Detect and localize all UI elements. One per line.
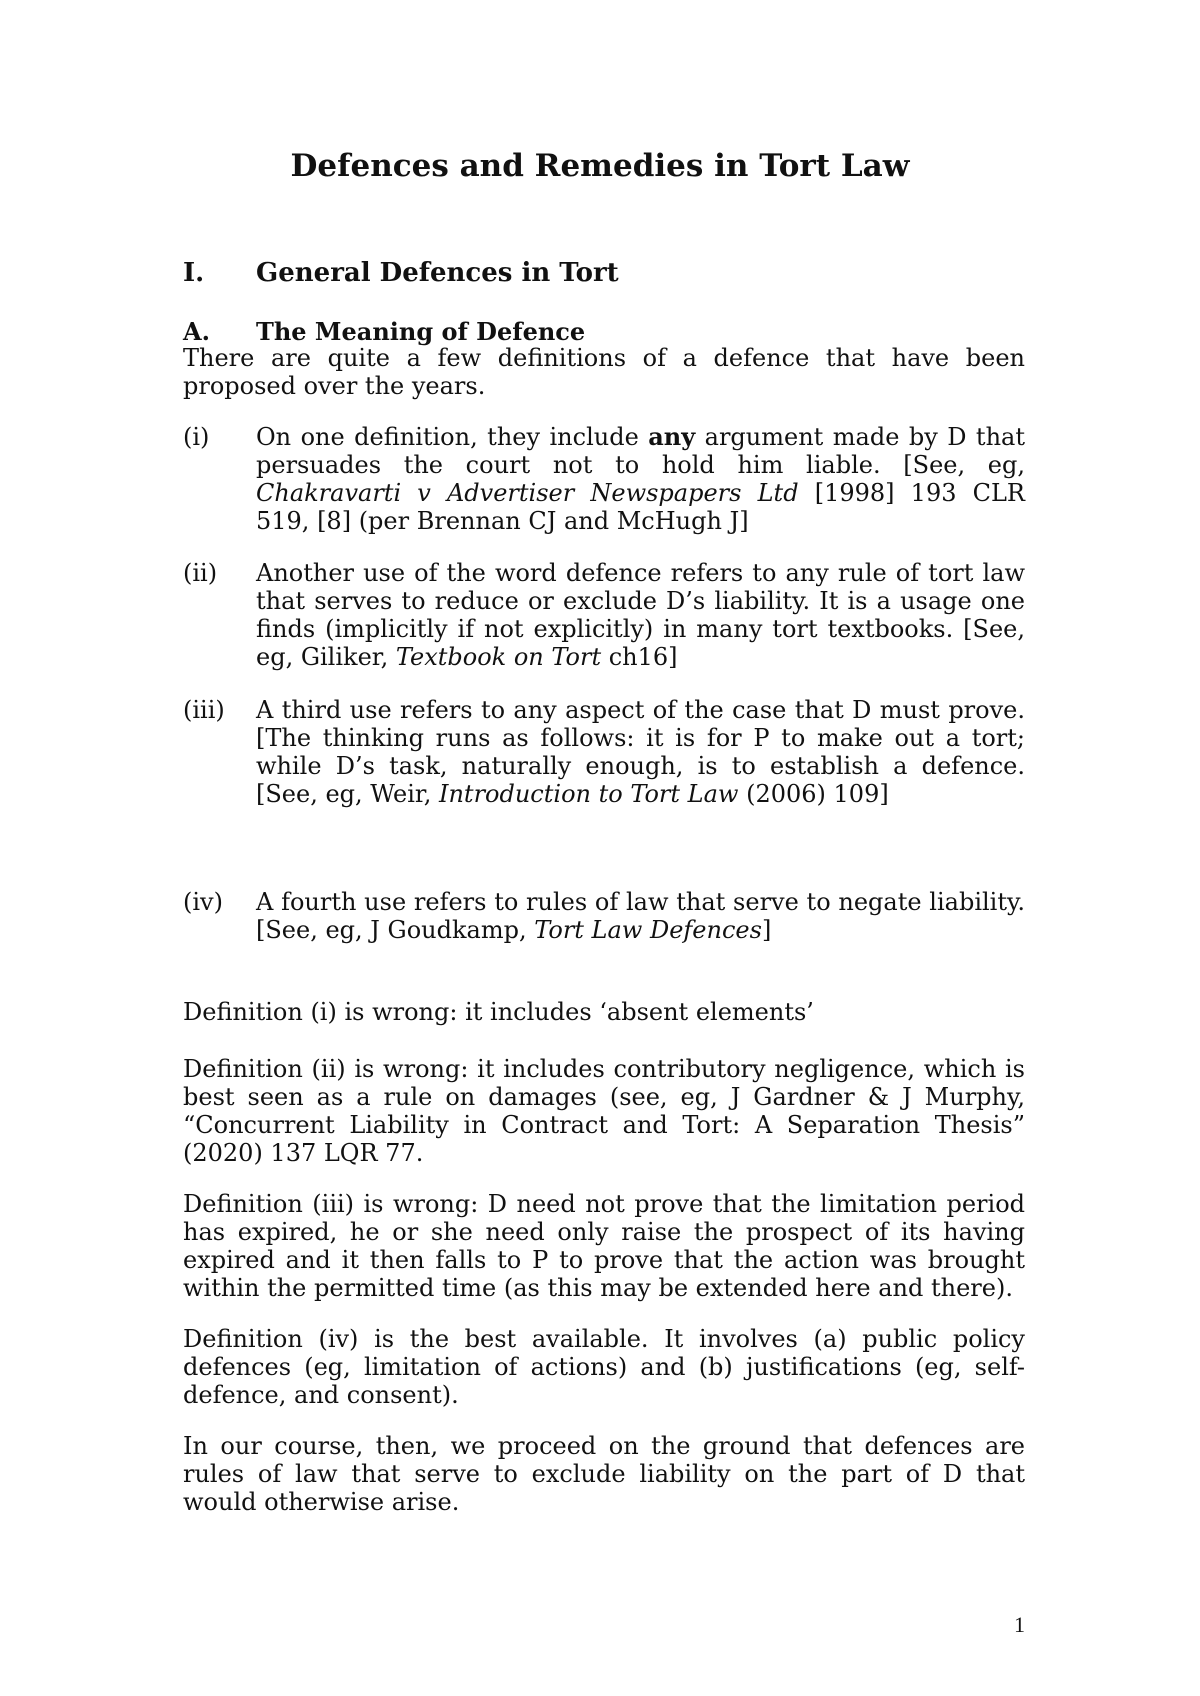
- section-number: I.: [183, 258, 205, 288]
- subsection-title: The Meaning of Defence: [256, 317, 586, 346]
- case-citation: Chakravarti v Advertiser Newspapers Ltd: [256, 479, 799, 507]
- definition-item-i: [183, 423, 1025, 535]
- book-title: Tort Law Defences: [534, 916, 762, 944]
- intro-paragraph: There are quite a few definitions of a defence that have been proposed over the years.: [183, 344, 1025, 400]
- conclusion-paragraph: In our course, then, we proceed on the ground that defences are rules of law that serve to exclude liability on the part of D that would otherwise arise.: [183, 1432, 1025, 1516]
- list-marker: (iv): [183, 888, 223, 916]
- list-marker: (ii): [183, 559, 218, 587]
- definition-text: A third use refers to any aspect of the case that D must prove. [The thinking runs as follows: it is for P to make out a tort; while D’s task, naturally enough, is to establish a defence. [See, eg, Weir, Introduction to Tort Law (2006) 109]: [256, 696, 1025, 808]
- page-title: Defences and Remedies in Tort Law: [290, 148, 910, 184]
- subsection-number: A.: [183, 317, 210, 346]
- page-number: 1: [1014, 1612, 1025, 1637]
- commentary-definition-iv: Definition (iv) is the best available. It involves (a) public policy defences (eg, limitation of actions) and (b) justifications (eg, self-defence, and consent).: [183, 1325, 1025, 1409]
- book-title: Introduction to Tort Law: [438, 780, 739, 808]
- definition-item-iv: [183, 888, 1025, 944]
- definition-text: Another use of the word defence refers to any rule of tort law that serves to reduce or exclude D’s liability. It is a usage one finds (implicitly if not explicitly) in many tort textbooks. [See, eg, Giliker, Textbook on Tort ch16]: [256, 559, 1025, 671]
- list-marker: (iii): [183, 696, 225, 724]
- commentary-definition-ii: Definition (ii) is wrong: it includes contributory negligence, which is best seen as a rule on damages (see, eg, J Gardner & J Murphy, “Concurrent Liability in Contract and Tort: A Separation Thesis” (2020) 137 LQR 77.: [183, 1055, 1025, 1167]
- definition-item-ii: [183, 559, 1025, 671]
- commentary-definition-i: Definition (i) is wrong: it includes ‘absent elements’: [183, 998, 814, 1026]
- emphasis-any: any: [648, 422, 696, 451]
- list-marker: (i): [183, 423, 210, 451]
- definition-text: On one definition, they include any argument made by D that persuades the court not to hold him liable. [See, eg, Chakravarti v Advertiser Newspapers Ltd [1998] 193 CLR 519, [8] (per Brennan CJ and McHugh J]: [256, 422, 1026, 535]
- definition-item-iii: [183, 696, 1025, 808]
- definition-text: A fourth use refers to rules of law that serve to negate liability. [See, eg, J Goudkamp, Tort Law Defences]: [256, 888, 1025, 944]
- section-title: General Defences in Tort: [256, 258, 619, 288]
- book-title: Textbook on Tort: [395, 643, 602, 671]
- commentary-definition-iii: Definition (iii) is wrong: D need not prove that the limitation period has expired, he or she need only raise the prospect of its having expired and it then falls to P to prove that the action was brought within the permitted time (as this may be extended here and there).: [183, 1190, 1025, 1302]
